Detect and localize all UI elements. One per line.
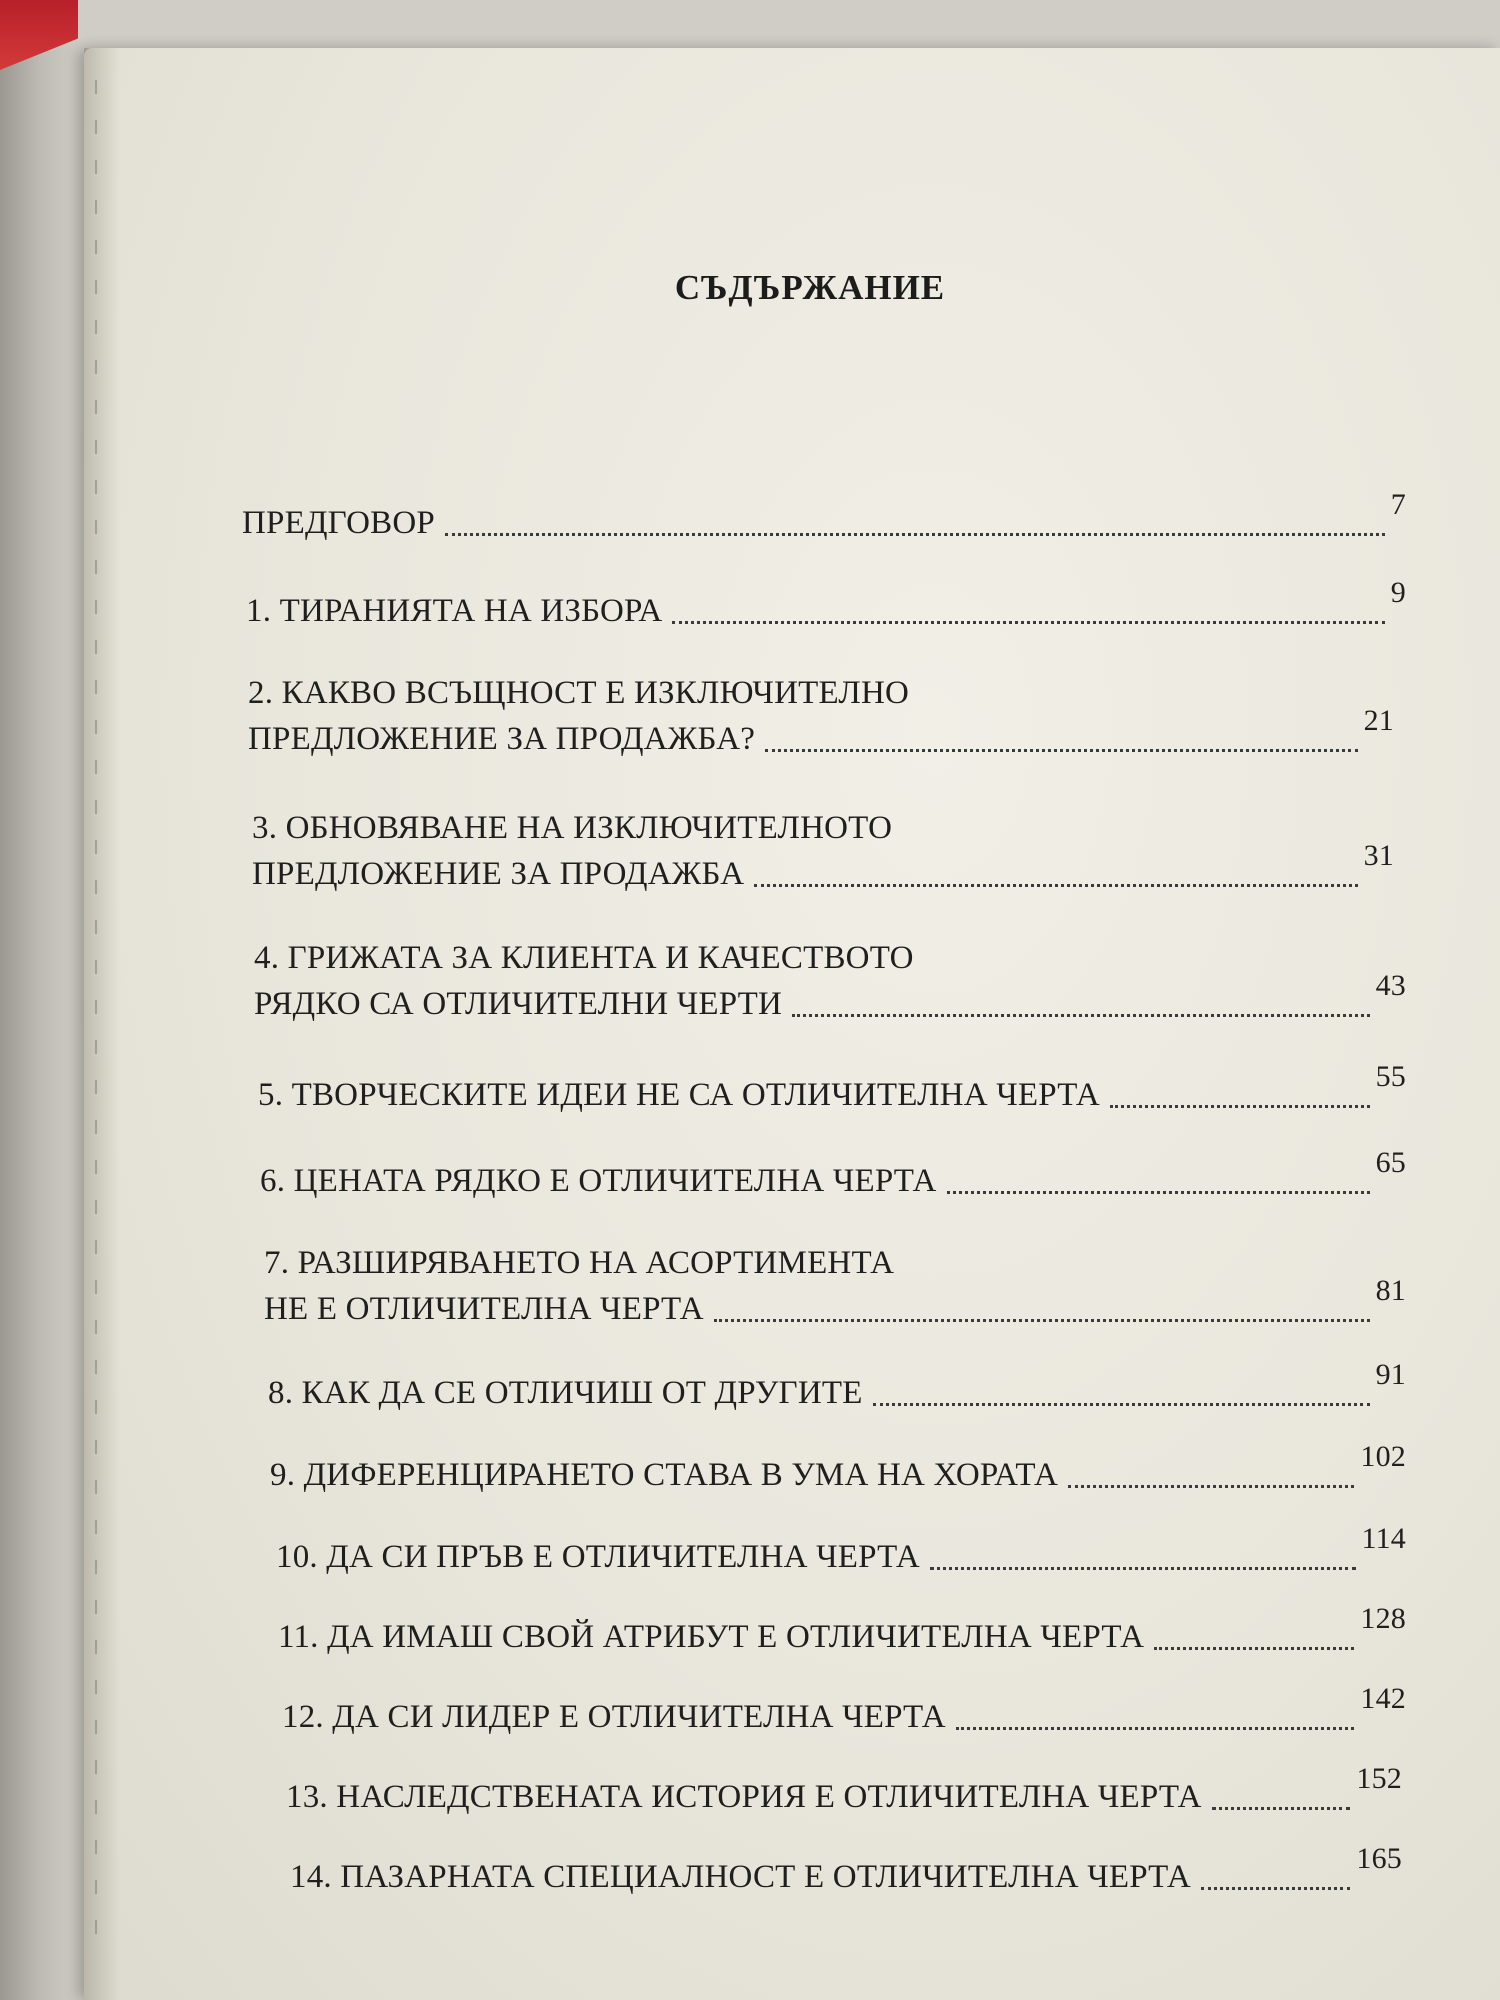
dot-leader [445,532,1385,536]
page-title: СЪДЪРЖАНИЕ [674,268,946,307]
toc-entry-title: НЕ Е ОТЛИЧИТЕЛНА ЧЕРТА [264,1291,704,1327]
toc-entry-title: 10. ДА СИ ПРЪВ Е ОТЛИЧИТЕЛНА ЧЕРТА [276,1539,920,1575]
toc-entry-6 [260,1146,1406,1204]
dot-leader [1154,1646,1354,1650]
toc-entry-title-line1: 4. ГРИЖАТА ЗА КЛИЕНТА И КАЧЕСТВОТО [254,940,914,976]
toc-entry-2 [248,670,1394,762]
toc-page-number: 31 [1363,839,1394,872]
toc-entry-3 [252,805,1394,897]
toc-entry-title: ПРЕДЛОЖЕНИЕ ЗА ПРОДАЖБА [252,856,745,892]
toc-entry-13 [286,1762,1402,1820]
toc-entry-title-line1: 7. РАЗШИРЯВАНЕТО НА АСОРТИМЕНТА [264,1245,895,1281]
dot-leader [1201,1886,1350,1890]
dot-leader [1068,1484,1354,1488]
toc-entry-10 [276,1522,1406,1580]
dot-leader [672,620,1384,624]
toc-entry-title: 12. ДА СИ ЛИДЕР Е ОТЛИЧИТЕЛНА ЧЕРТА [282,1699,946,1735]
toc-entry-title: 9. ДИФЕРЕНЦИРАНЕТО СТАВА В УМА НА ХОРАТА [270,1457,1059,1493]
toc-entry-5 [258,1060,1406,1118]
dot-leader [1110,1104,1370,1108]
binding-stitch [95,80,97,1960]
toc-entry-title: 8. КАК ДА СЕ ОТЛИЧИШ ОТ ДРУГИТЕ [268,1375,863,1411]
toc-entry-1 [246,576,1406,634]
toc-page-number: 152 [1356,1762,1402,1795]
toc-entry-title: 13. НАСЛЕДСТВЕНАТА ИСТОРИЯ Е ОТЛИЧИТЕЛНА ЧЕРТА [286,1779,1202,1815]
dot-leader [714,1318,1370,1322]
toc-entry-title: 1. ТИРАНИЯТА НА ИЗБОРА [246,593,663,629]
toc-entry-title: ПРЕДЛОЖЕНИЕ ЗА ПРОДАЖБА? [248,721,756,757]
dot-leader [765,748,1357,752]
dot-leader [956,1726,1355,1730]
toc-entry-14 [290,1842,1402,1900]
toc-page-number: 165 [1356,1842,1402,1875]
toc-entry-title-line1: 2. КАКВО ВСЪЩНОСТ Е ИЗКЛЮЧИТЕЛНО [248,675,910,711]
dot-leader [1212,1806,1351,1810]
toc-page-number: 55 [1375,1060,1406,1093]
toc-entry-title: ПРЕДГОВОР [242,505,435,541]
toc-entry-preface [242,488,1406,546]
toc-page-number: 65 [1375,1146,1406,1179]
toc-page-number: 128 [1360,1602,1406,1635]
toc-page-number: 114 [1361,1522,1406,1555]
toc-page-number: 21 [1363,704,1394,737]
toc-page-number: 102 [1360,1440,1406,1473]
toc-page-number: 91 [1375,1358,1406,1391]
toc-entry-title-line1: 3. ОБНОВЯВАНЕ НА ИЗКЛЮЧИТЕЛНОТО [252,810,893,846]
toc-entry-title: 14. ПАЗАРНАТА СПЕЦИАЛНОСТ Е ОТЛИЧИТЕЛНА ЧЕРТА [290,1859,1191,1895]
toc-page-number: 7 [1390,488,1406,521]
dot-leader [873,1402,1370,1406]
toc-entry-title: 11. ДА ИМАШ СВОЙ АТРИБУТ Е ОТЛИЧИТЕЛНА ЧЕРТА [278,1619,1145,1655]
toc-entry-9 [270,1440,1406,1498]
toc-page-number: 43 [1375,969,1406,1002]
toc-page-number: 9 [1390,576,1406,609]
dot-leader [792,1013,1370,1017]
toc-entry-title: РЯДКО СА ОТЛИЧИТЕЛНИ ЧЕРТИ [254,986,783,1022]
dot-leader [930,1566,1356,1570]
toc-entry-11 [278,1602,1406,1660]
toc-entry-title: 5. ТВОРЧЕСКИТЕ ИДЕИ НЕ СА ОТЛИЧИТЕЛНА ЧЕРТА [258,1077,1100,1113]
toc-entry-8 [268,1358,1406,1416]
toc-page-number: 81 [1375,1274,1406,1307]
toc-page-number: 142 [1360,1682,1406,1715]
toc-entry-12 [282,1682,1406,1740]
toc-entry-7 [264,1240,1406,1332]
toc-entry-4 [254,935,1406,1027]
dot-leader [947,1190,1370,1194]
dot-leader [754,883,1357,887]
toc-entry-title: 6. ЦЕНАТА РЯДКО Е ОТЛИЧИТЕЛНА ЧЕРТА [260,1163,937,1199]
